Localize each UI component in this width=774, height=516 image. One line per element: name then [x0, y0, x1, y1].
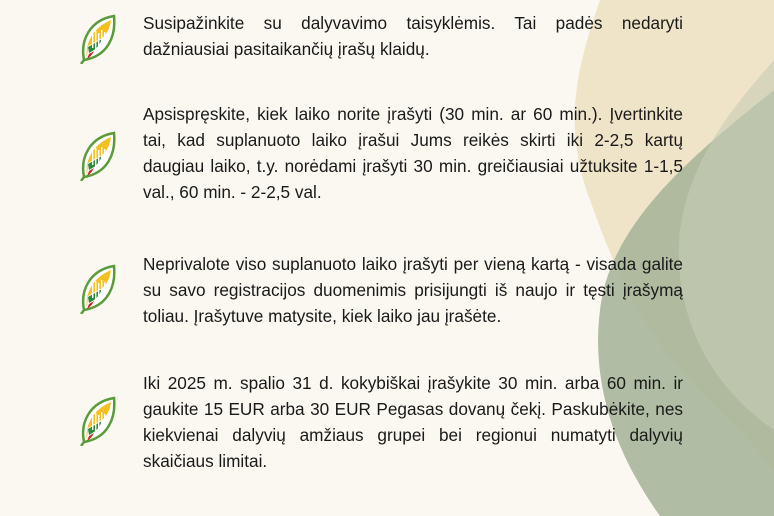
- item-text: Apsispręskite, kiek laiko norite įrašyti (30 min. ar 60 min.). Įvertinkite tai, kad suplanuoto laiko įrašui Jums reikės skirti iki 2-2,5 kartų daugiau laiko, t.y. norėdami įrašyti 30 min. greičiausiai užtuksite 1-1,5 val., 60 min. - 2-2,5 val.: [143, 104, 683, 202]
- leaf-flag-microphone-icon: [80, 264, 116, 314]
- item-text: Susipažinkite su dalyvavimo taisyklėmis. Tai padės nedaryti dažniausiai pasitaikančių įrašų klaidų.: [143, 13, 683, 59]
- item-text: Iki 2025 m. spalio 31 d. kokybiškai įrašykite 30 min. arba 60 min. ir gaukite 15 EUR arba 30 EUR Pegasas dovanų čekį. Paskubėkite, nes kiekvienai dalyvių amžiaus grupei bei regionui numatyti dalyvių skaičiaus limitai.: [143, 373, 683, 471]
- leaf-flag-microphone-icon: [80, 396, 116, 446]
- leaf-flag-microphone-icon: [80, 14, 116, 64]
- leaf-flag-microphone-icon: [80, 131, 116, 181]
- item-text: Neprivalote viso suplanuoto laiko įrašyti per vieną kartą - visada galite su savo registracijos duomenimis prisijungti iš naujo ir tęsti įrašymą toliau. Įrašytuve matysite, kiek laiko jau įrašėte.: [143, 254, 683, 326]
